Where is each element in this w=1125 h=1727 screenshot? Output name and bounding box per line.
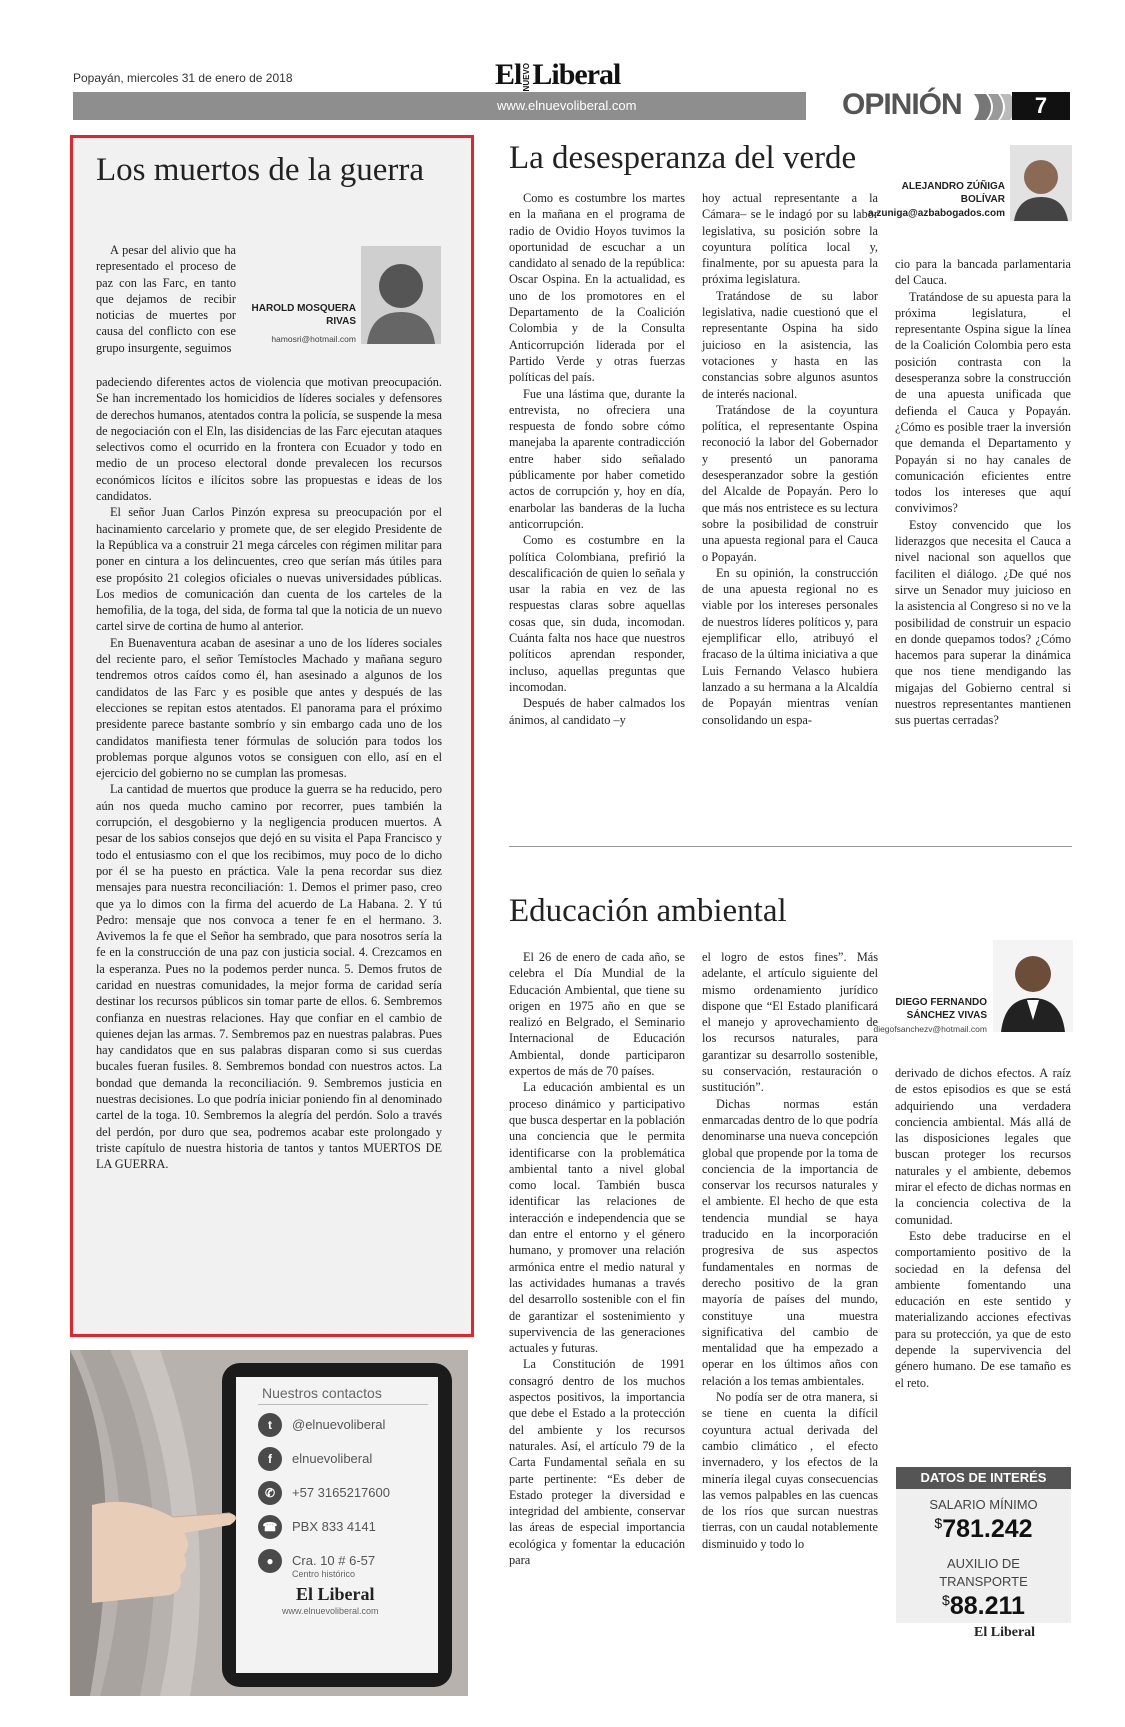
contacts-divider [258, 1404, 428, 1405]
article-title: La desesperanza del verde [509, 140, 857, 176]
pointing-hand-icon [92, 1425, 242, 1620]
page-number: 7 [1012, 92, 1070, 120]
section-chevron-icon [974, 94, 1012, 120]
logo-liberal: Liberal [532, 58, 621, 91]
article-title: Educación ambiental [509, 893, 787, 929]
minimum-wage-value: $781.242 [934, 1515, 1033, 1543]
article-title: Los muertos de la guerra [96, 152, 425, 188]
author-email[interactable]: a.zuniga@azbabogados.com [868, 208, 1005, 219]
article-intro: A pesar del alivio que ha representado el proceso de paz con las Farc, en tanto que dejamos de recibir noticias de muertes por causa del conflicto con ese grupo insurgente, seguimos [96, 243, 236, 355]
header-bar [73, 92, 806, 120]
article-body: padeciendo diferentes actos de violencia que motivan preocupación. Se han incrementado los homicidios de líderes sociales y defensores de derechos humanos, atentados contra la policía, se suspende la mesa de negociación con el Eln, las disidencias de las Farc ejecutan ataques selectivos como el ocurrido en la frontera con Ecuador y todo en medio de un proceso electoral donde prevalecen los recursos económicos lícitos e ilícitos sobre las propuestas e ideas de los candidatos. El señor Juan Carlos Pinzón expresa su preocupación por el hacinamiento carcelario y promete que, de ser elegido Presidente de la República va a construir 21 mega cárceles con régimen militar para poner en cintura a los delincuentes, creo que serían más útiles para ese propósito 21 colegios oficiales o nuevas universidades públicas. Los medios de comunicación dan cuenta de los carteles de la hemofilia, de la toga, del sida, de forma tal que la noticia de un nuevo cartel sirve de cortina de humo al anterior. En Buenaventura acaban de asesinar a uno de los líderes sociales del reciente paro, el señor Temístocles Machado y mañana seguro tendremos otros caídos como él, han asesinado a algunos de los candidatos de las Farc y es posible que antes y después de las elecciones se repitan estos atentados. El panorama para el próximo presidente parece bastante sombrío y sin embargo cada uno de los candidatos manifiesta tener fórmulas de solución para todos los problemas porque algunos votos se consiguen con ello, así en el ejercicio del gobierno no se cumplan las promesas. La cantidad de muertos que produce la guerra se ha reducido, pero aún nos queda mucho camino por recorrer, pues también la corrupción, el desgobierno y la negligencia producen muertos. A pesar de los sabios consejos que dejó en su visita el Papa Francisco y todo el entusiasmo con el que los recibimos, muy poco de lo dicho por él se ha puesto en práctica. Vale la pena recordar sus diez mensajes para nuestra reconciliación: 1. Demos el primer paso, creo que ya lo dimos con la firma del acuerdo de La Habana. 2. Y tú Pedro: mensaje que nos convoca a tener fe en el hermano. 3. Avivemos la fe que el Señor ha sembrado, que para nosotros sería la fe en la construcción de una paz con justicia social. 4. Crezcamos en la esperanza. Pues no la podemos perder nunca. 5. Demos frutos de caridad en nuestras comunidades, la mejor forma de caridad sería destinar los recursos públicos sin tomar parte de ellos. 6. Sembremos confianza en nuestras relaciones. Hay que confiar en el cambio de quienes dejan las armas. 7. Sembremos paz en nuestras palabras. Pues hay candidatos que en sus palabras disparan como si sus cuerdas bucales fueran fusiles. 8. Sembremos bondad con nuestros actos. La bondad que demanda la reconciliación. 9. Sembremos justicia en nuestras decisiones. Lo que podría iniciar poniendo fin al denominado cartel de la toga. 10. Sembremos la alegría del perdón. Solo a través del perdón, por duro que sea, podremos acabar este prolongado y triste capítulo de nuestra historia de tantos y tantos MUERTOS DE LA GUERRA. [96, 375, 442, 1172]
author-name: ALEJANDRO ZÚÑIGA BOLÍVAR [901, 181, 1005, 205]
article-column-3: cio para la bancada parlamentaria del Cauca. Tratándose de su apuesta para la próxima legislatura, el representante Ospina sigue la línea de la Coalición Colombia pero esta posición contrasta con la desesperanza sobre la construcción de una apuesta unificada que defienda el Cauca y Popayán. ¿Cómo es posible traer la inversión que demanda el Departamento y Popayán si no hay canales de comunicación eficientes entre todos los intereses que aquí convivimos? Estoy convencido que los liderazgos que necesita el Cauca a nivel nacional son aquellos que faciliten el diálogo. ¿De qué nos sirve un Senador muy juicioso en la asistencia al Congreso si no ve la posibilidad de construir un espacio en donde quepamos todos? ¿Cómo hacemos para superar la dinámica que nos tiene mendigando las migajas del Gobierno central si nuestros representantes mantienen sus puertas cerradas? [895, 257, 1071, 728]
whatsapp-icon: ✆ [258, 1481, 282, 1505]
transport-value: $88.211 [942, 1592, 1025, 1620]
article-column-1: Como es costumbre los martes en la mañana en el programa de radio de Ovidio Hoyos tuvimos la oportunidad de escuchar a un candidato al senado de la república: Oscar Ospina. En la actualidad, es uno de los promotores en el Departamento de la Coalición Colombia y de la Consulta Anticorrupción liderada por el Partido Verde y otras fuerzas políticas del país. Fue una lástima que, durante la entrevista, no ofreciera una respuesta de fondo sobre cómo manejaba la aparente contradicción entre haber sido señalado públicamente por haber cometido actos de corrupción y, hoy en día, enarbolar las banderas de la lucha anticorrupción. Como es costumbre en la política Colombiana, prefirió la descalificación de quien lo señala y usar la rabia en vez de las respuestas claras sobre aquellas cosas que, sin duda, incomodan. Cuánta falta nos hace que nuestros políticos aprendan responder, incluso, aquellas preguntas que incomodan. Después de haber calmados los ánimos, al candidato –y [509, 191, 685, 727]
article-column-3: derivado de dichos efectos. A raíz de estos episodios es que se está adquiriendo una verdadera conciencia ambiental. Más allá de las disposiciones legales que buscan proteger los recursos naturales y el ambiente, debemos mirar el efecto de dichas normas en la conciencia colectiva de la comunidad. Esto debe traducirse en el comportamiento positivo de la sociedad en la defensa del ambiente fomentando una educación en este sentido y materializando acciones efectivas para su protección, ya que de esto depende la supervivencia del género humano. De ese tamaño es el reto. [895, 1066, 1071, 1390]
site-url[interactable]: www.elnuevoliberal.com [497, 98, 637, 113]
author-name: HAROLD MOSQUERA RIVAS [251, 303, 356, 327]
article-column-1: El 26 de enero de cada año, se celebra el Día Mundial de la Educación Ambiental, que tiene su origen en 1975 año en que se realizó en Belgrado, el Seminario Internacional de Educación Ambiental, donde participaron expertos de más de 70 países. La educación ambiental es un proceso dinámico y participativo que busca despertar en la población una conciencia que le permita identificarse con la problemática ambiental tanto a nivel global como local. También busca identificar las relaciones de interacción e independencia que se dan entre el entorno y el género humano, y promover una relación armónica entre el medio natural y las actividades humanas a través del desarrollo sostenible con el fin de garantizar el sostenimiento y supervivencia de las generaciones actuales y futuras. La Constitución de 1991 consagró dentro de los muchos aspectos positivos, la importancia que debe el Estado a la protección del ambiente y los recursos naturales. Así, el artículo 79 de la Carta Fundamental señala en su parte pertinente: “Es deber de Estado proteger la diversidad e integridad del ambiente, conservar las áreas de especial importancia ecológica y fomentar la educación para [509, 950, 685, 1567]
contact-whatsapp[interactable]: +57 3165217600 [292, 1485, 390, 1500]
avatar-icon [1010, 145, 1072, 221]
twitter-icon: t [258, 1413, 282, 1437]
info-box-header: DATOS DE INTERÉS [896, 1467, 1071, 1489]
author-photo [361, 246, 441, 344]
facebook-icon: f [258, 1447, 282, 1471]
edition-date: Popayán, miercoles 31 de enero de 2018 [73, 71, 293, 85]
contact-facebook[interactable]: elnuevoliberal [292, 1451, 373, 1466]
ad-url[interactable]: www.elnuevoliberal.com [282, 1606, 379, 1616]
contacts-title: Nuestros contactos [262, 1385, 382, 1401]
article-column-2: hoy actual representante a la Cámara– se le indagó por su labor legislativa, su posición sobre la coyuntura política local y, finalmente, por su apuesta para la próxima legislatura. Tratándose de su labor legislativa, nadie cuestionó que el representante Ospina ha sido juicioso en la asistencia, las votaciones y hasta en las constancias sobre algunos asuntos de interés nacional. Tratándose de la coyuntura política, el representante Ospina reconoció la labor del Gobernador y presentó un panorama desesperanzador sobre la gestión del Alcalde de Popayán. Pero lo que más nos entristece es su lectura sobre la posibilidad de construir una apuesta regional para el Cauca o Popayán. En su opinión, la construcción de una apuesta regional no es viable por los intereses personales de nuestros líderes políticos y, para ejemplificar ello, atribuyó el fracaso de la última iniciativa a que Luis Fernando Velasco hubiera lanzado a su hermana a la Alcaldía de Popayán mientras venían consolidando un espa- [702, 191, 878, 727]
article-column-2: el logro de estos fines”. Más adelante, el artículo siguiente del mismo ordenamiento jurídico dispone que “El Estado planificará el manejo y aprovechamiento de los recursos naturales, para garantizar su desarrollo sostenible, su conservación, restauración o sustitución”. Dichas normas están enmarcadas dentro de lo que podría denominarse una nueva concepción global que propende por la toma de conciencia de la importancia de conservar los recursos naturales y el ambiente. El hecho de que esta tendencia mundial se haya traducido en la incorporación progresiva de sus aspectos fundamentales en normas de derecho positivo de la gran mayoría de países del mundo, constituye una muestra significativa del cambio de mentalidad que ha empezado a operar en los últimos años con relación a los temas ambientales. No podía ser de otra manera, si se tiene en cuenta la difícil coyuntura actual derivada del cambio climático , el efecto invernadero, y los efectos de la minería ilegal cuyas consecuencias las vemos palpables en las cuencas de los ríos que surcan nuestras tierras, con un caudal notablemente disminuido y todo lo [702, 950, 878, 1551]
author-email[interactable]: diegofsanchezv@hotmail.com [873, 1024, 987, 1034]
logo-el: El [495, 58, 522, 91]
contact-phone[interactable]: PBX 833 4141 [292, 1519, 376, 1534]
footer-logo: El Liberal [974, 1625, 1036, 1640]
avatar-icon [993, 940, 1073, 1032]
author-photo [1010, 145, 1072, 221]
author-email[interactable]: hamosri@hotmail.com [271, 334, 356, 344]
section-title: OPINIÓN [842, 88, 962, 121]
phone-icon: ☎ [258, 1515, 282, 1539]
transport-label-2: TRANSPORTE [939, 1574, 1028, 1589]
section-divider [509, 846, 1072, 847]
masthead-logo[interactable] [495, 58, 620, 92]
address-subtitle: Centro histórico [292, 1569, 356, 1579]
contact-address[interactable]: Cra. 10 # 6-57 [292, 1553, 376, 1568]
author-photo [993, 940, 1073, 1032]
author-name: DIEGO FERNANDO SÁNCHEZ VIVAS [895, 997, 987, 1021]
avatar-icon [361, 246, 441, 344]
ad-logo: El Liberal [296, 1584, 375, 1604]
transport-label-1: AUXILIO DE [947, 1556, 1020, 1571]
minimum-wage-label: SALARIO MÍNIMO [929, 1497, 1038, 1512]
contact-twitter[interactable]: @elnuevoliberal [292, 1417, 386, 1432]
location-icon: ● [258, 1549, 282, 1573]
logo-nuevo: NUEVO [522, 62, 532, 92]
